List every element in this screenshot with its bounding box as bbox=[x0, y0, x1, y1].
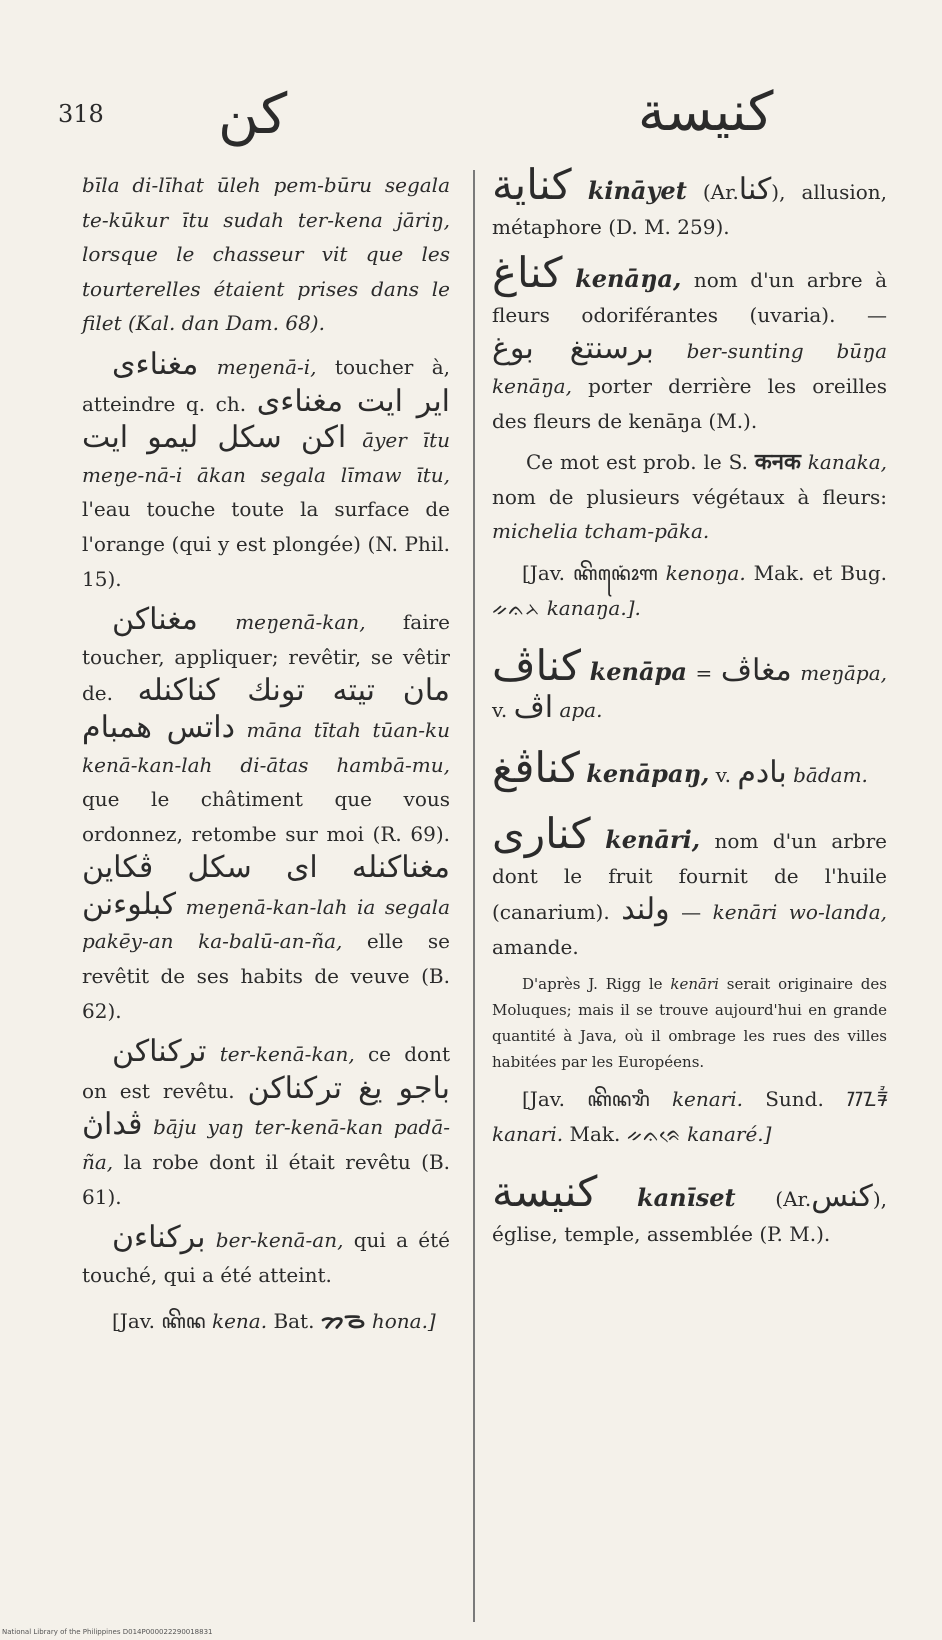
entry-mengenai: مغناءى meŋenā-i, toucher à, atteindre q. ch. اير ايت مغناءى اكن سكل ليمو ايت āyer ītu meŋe-nā-i ākan segala līmaw ītu, l'eau touche toute la surface de l'orange (qui y est plongée) (N. Phil. 15). bbox=[82, 346, 451, 591]
entry-kinayet: كناية kināyet (Ar.كنا), allusion, métaphore (D. M. 259). bbox=[492, 160, 888, 239]
right-column bbox=[492, 160, 888, 1252]
entry-kenapa: كناڤ kenāpa = مغاڤ meŋāpa, v. اڤ apa. bbox=[492, 641, 887, 725]
header-left-word: كن bbox=[218, 82, 288, 147]
cognates-kenari: [Jav. ꦏꦼꦤꦫꦶ kenari. Sund. ᮊᮔᮛᮤ kanari. Mak. ᨀᨊᨑᨙ kanaré.] bbox=[492, 1087, 888, 1146]
header-right-word: كنيسة bbox=[638, 80, 774, 143]
left-cognates: [Jav. ꦏꦼꦤ kena. Bat. ᯂᯉ hona.] bbox=[112, 1308, 436, 1335]
library-footer: National Library of the Philippines D014P000022290018831 bbox=[2, 1628, 213, 1636]
note-kenanga: Ce mot est prob. le S. कनक kanaka, nom de plusieurs végétaux à fleurs: michelia tcham-pāka. bbox=[492, 449, 888, 544]
entry-kenanga: كناغ kenāŋa, nom d'un arbre à fleurs odoriférantes (uvaria). — برسنتغ بوغ ber-sunting būŋa kenāŋa, porter derrière les oreilles des fleurs de kenāŋa (M.). bbox=[492, 248, 887, 433]
entry-terkenakan: تركناكن ter-kenā-kan, ce dont on est revêtu. باجو يغ تركناكن ڤداڽ bāju yaŋ ter-kenā-kan padā-ña, la robe dont il était revêtu (B. 61). bbox=[82, 1034, 451, 1209]
left-column bbox=[82, 168, 450, 1339]
left-paragraph-1: bīla di-līhat ūleh pem-būru segala te-kūkur ītu sudah ter-kena jāriŋ, lorsque le chasseur vit que les tourterelles étaient prises dans le filet (Kal. dan Dam. 68). bbox=[82, 173, 450, 336]
entry-kenapang: كناڤغ kenāpaŋ, v. بادم bādam. bbox=[492, 743, 868, 793]
entry-kenari: كنارى kenāri, nom d'un arbre dont le fruit fournit de l'huile (canarium). ولند — kenāri wo-landa, amande. bbox=[492, 808, 888, 959]
entry-kaniset: كنيسة kanīset (Ar.كنس), église, temple, assemblée (P. M.). bbox=[492, 1167, 887, 1247]
note-kenari: D'après J. Rigg le kenāri serait originaire des Moluques; mais il se trouve aujourd'hui en grande quantité à Java, où il ombrage les rues des villes habitées par les Européens. bbox=[492, 975, 887, 1072]
entry-mengenakan: مغناكن meŋenā-kan, faire toucher, appliquer; revêtir, se vêtir de. مان تيته تونك كناكنله داتس همبام māna tītah tūan-ku kenā-kan-lah di-ātas hambā-mu, que le châtiment que vous ordonnez, retombe sur moi (R. 69). مغناكنله اى سكل ڤكاين كبلوءنن meŋenā-kan-lah ia segala pakēy-an ka-balū-an-ña, elle se revêtit de ses habits de veuve (B. 62). bbox=[82, 602, 451, 1023]
entry-berkenaan: بركناءن ber-kenā-an, qui a été touché, qui a été atteint. bbox=[82, 1220, 450, 1287]
page-number: 318 bbox=[58, 100, 104, 128]
cognates-kenanga: [Jav. ꦏꦼꦤꦺꦴꦁꦒ kenoŋa. Mak. et Bug. ᨀᨊᨂ kanaŋa.]. bbox=[492, 560, 888, 620]
column-divider bbox=[473, 170, 475, 1622]
